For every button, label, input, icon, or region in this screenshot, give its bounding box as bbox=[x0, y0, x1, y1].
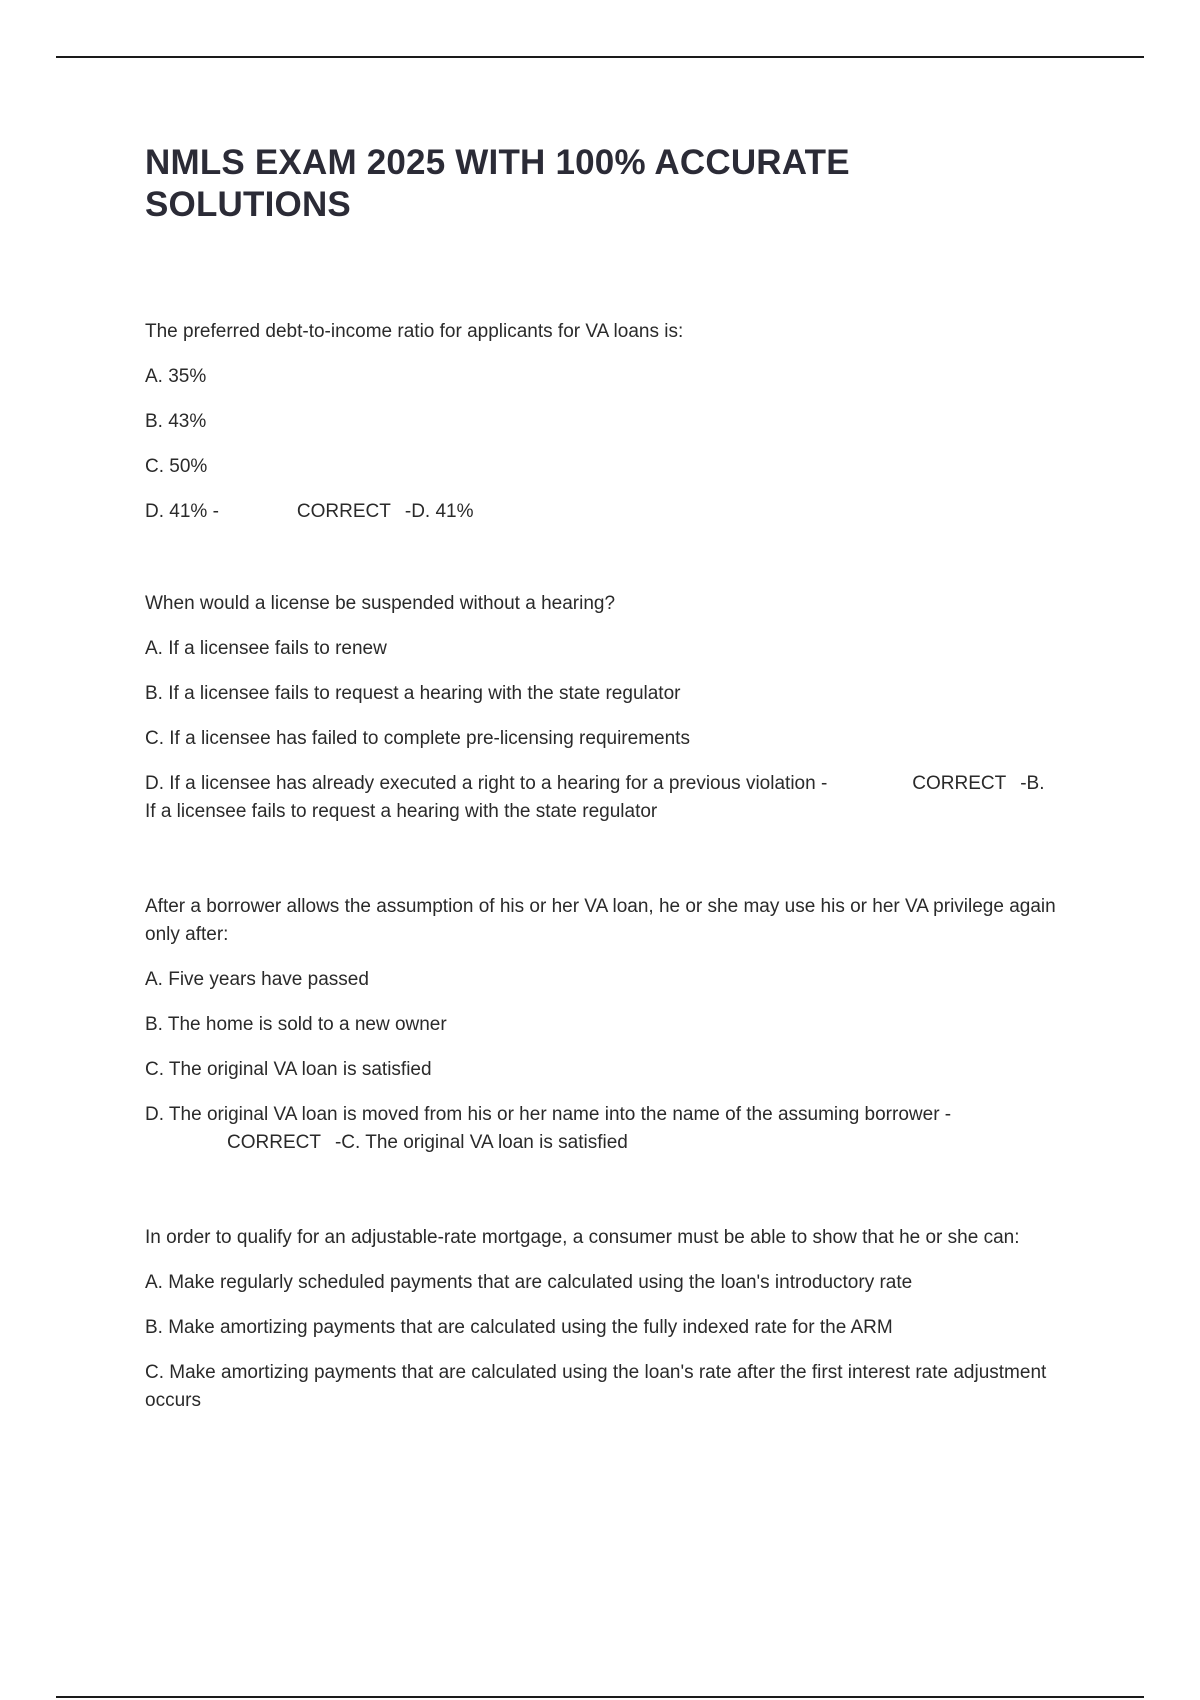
answer-option: B. If a licensee fails to request a hearing with the state regulator bbox=[145, 683, 681, 704]
answer-option: A. Make regularly scheduled payments that are calculated using the loan's introductory rate bbox=[145, 1272, 913, 1293]
answer-option-with-solution bbox=[145, 1101, 1085, 1157]
footer-rule bbox=[56, 1696, 1144, 1698]
correct-answer: -D. 41% bbox=[404, 501, 474, 522]
answer-option: B. Make amortizing payments that are calculated using the fully indexed rate for the ARM bbox=[145, 1317, 893, 1338]
answer-option: C. If a licensee has failed to complete pre-licensing requirements bbox=[145, 728, 690, 749]
page-title: NMLS EXAM 2025 WITH 100% ACCURATE SOLUTIONS bbox=[145, 143, 850, 224]
answer-option: C. Make amortizing payments that are calculated using the loan's rate after the first interest rate adjustment occurs bbox=[145, 1362, 1047, 1411]
question-stem: After a borrower allows the assumption of his or her VA loan, he or she may use his or her VA privilege again only after: bbox=[145, 896, 1056, 945]
answer-option-with-solution bbox=[145, 498, 1085, 526]
answer-option: D. If a licensee has already executed a right to a hearing for a previous violation - bbox=[145, 773, 828, 794]
header-rule bbox=[56, 56, 1144, 58]
question-block bbox=[145, 318, 1085, 526]
answer-option: D. 41% - bbox=[145, 501, 219, 522]
correct-answer-continued: If a licensee fails to request a hearing with the state regulator bbox=[145, 801, 658, 822]
question-block bbox=[145, 893, 1085, 1157]
correct-answer: -C. The original VA loan is satisfied bbox=[334, 1132, 628, 1153]
answer-option: C. 50% bbox=[145, 456, 208, 477]
question-stem: In order to qualify for an adjustable-rate mortgage, a consumer must be able to show that he or she can: bbox=[145, 1227, 1020, 1248]
correct-label: CORRECT bbox=[296, 501, 391, 522]
answer-option: C. The original VA loan is satisfied bbox=[145, 1059, 432, 1080]
question-block bbox=[145, 590, 1085, 826]
answer-option: A. If a licensee fails to renew bbox=[145, 638, 387, 659]
correct-label: CORRECT bbox=[227, 1132, 321, 1153]
answer-option-with-solution bbox=[145, 770, 1085, 826]
answer-option: D. The original VA loan is moved from his or her name into the name of the assuming borrower - bbox=[145, 1104, 952, 1125]
question-stem: The preferred debt-to-income ratio for applicants for VA loans is: bbox=[145, 321, 684, 342]
question-stem: When would a license be suspended without a hearing? bbox=[145, 593, 616, 614]
correct-answer: -B. bbox=[1020, 773, 1045, 794]
answer-option: B. 43% bbox=[145, 411, 207, 432]
answer-option: A. 35% bbox=[145, 366, 207, 387]
correct-label: CORRECT bbox=[912, 773, 1007, 794]
question-block bbox=[145, 1224, 1085, 1415]
answer-option: A. Five years have passed bbox=[145, 969, 369, 990]
answer-option: B. The home is sold to a new owner bbox=[145, 1014, 447, 1035]
